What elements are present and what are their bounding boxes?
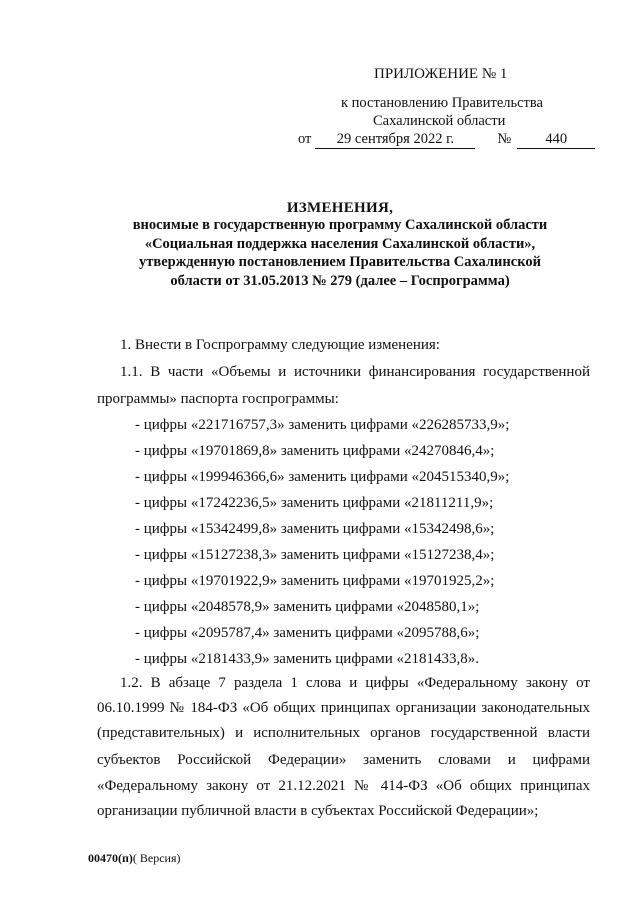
change-item: - цифры «17242236,5» заменить цифрами «21811211,9»; — [135, 495, 494, 511]
appendix-title: ПРИЛОЖЕНИЕ № 1 — [374, 66, 508, 82]
change-item: - цифры «2095787,4» заменить цифрами «2095788,6»; — [135, 625, 480, 641]
paragraph-1: 1. Внести в Госпрограмму следующие изменения: — [120, 337, 440, 353]
change-item: - цифры «2181433,9» заменить цифрами «2181433,8». — [135, 651, 479, 667]
paragraph-1-2-line: «Федеральному закону от 21.12.2021 № 414-ФЗ «Об общих принципах — [97, 778, 590, 794]
resolution-date: 29 сентября 2022 г. — [315, 131, 475, 149]
paragraph-1-2-line: субъектов Российской Федерации» заменить словами и цифрами — [97, 752, 590, 768]
paragraph-1-2-line: 06.10.1999 № 184-ФЗ «Об общих принципах организации законодательных — [97, 700, 590, 716]
change-item: - цифры «19701922,9» заменить цифрами «19701925,2»; — [135, 573, 495, 589]
paragraph-1-2-line: организации публичной власти в субъектах Российской Федерации»; — [97, 803, 539, 819]
appendix-region-line: Сахалинской области — [373, 113, 506, 129]
paragraph-1-2-line: (представительных) и исполнительных органов государственной власти — [97, 725, 590, 741]
document-title: ИЗМЕНЕНИЯ, — [286, 200, 394, 216]
from-label: от — [298, 131, 312, 147]
change-item: - цифры «199946366,6» заменить цифрами «204515340,9»; — [135, 469, 510, 485]
appendix-resolution-line: к постановлению Правительства — [341, 95, 543, 111]
document-body — [97, 0, 590, 904]
change-item: - цифры «221716757,3» заменить цифрами «226285733,9»; — [135, 417, 510, 433]
change-item: - цифры «2048578,9» заменить цифрами «2048580,1»; — [135, 599, 480, 615]
paragraph-1-2-line: 1.2. В абзаце 7 раздела 1 слова и цифры «Федеральному закону от — [120, 675, 590, 691]
subtitle-line: утвержденную постановлением Правительства Сахалинской — [139, 254, 541, 270]
subtitle-line: «Социальная поддержка населения Сахалинской области», — [144, 235, 536, 252]
change-item: - цифры «19701869,8» заменить цифрами «24270846,4»; — [135, 443, 495, 459]
resolution-number: 440 — [517, 131, 595, 149]
change-item: - цифры «15342499,8» заменить цифрами «15342498,6»; — [135, 521, 495, 537]
change-item: - цифры «15127238,3» заменить цифрами «15127238,4»; — [135, 547, 495, 563]
document-version: ( Версия) — [132, 851, 181, 865]
document-footer — [88, 851, 181, 866]
paragraph-1-1-line: 1.1. В части «Объемы и источники финансирования государственной — [120, 364, 590, 380]
document-code: 00470(п) — [88, 851, 133, 865]
number-label: № — [497, 131, 512, 147]
paragraph-1-1-line: программы» паспорта госпрограммы: — [97, 391, 339, 407]
subtitle-line: вносимые в государственную программу Сахалинской области — [132, 217, 548, 233]
subtitle-line: области от 31.05.2013 № 279 (далее – Госпрограмма) — [170, 272, 510, 289]
